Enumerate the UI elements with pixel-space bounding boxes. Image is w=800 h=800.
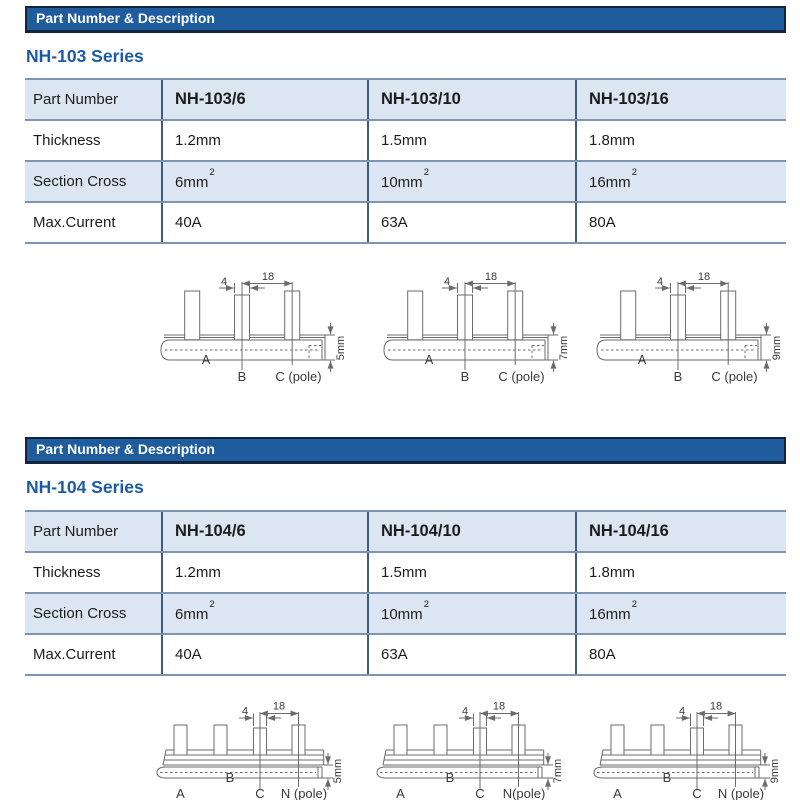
spec-cell-value: NH-104/16	[589, 522, 669, 540]
spec-row-label: Thickness	[25, 552, 162, 593]
spec-cell	[576, 552, 786, 593]
svg-text:C: C	[255, 786, 265, 800]
spec-row	[25, 593, 786, 634]
svg-text:A: A	[176, 786, 185, 800]
spec-cell-value: 16mm	[589, 173, 631, 191]
spec-row	[25, 161, 786, 202]
spec-cell	[576, 593, 786, 634]
diagram-labels	[425, 271, 570, 384]
svg-text:18: 18	[272, 700, 286, 713]
spec-row-label: Section Cross	[25, 593, 162, 634]
svg-text:B: B	[460, 369, 470, 384]
spec-cell	[162, 120, 368, 161]
svg-text:4: 4	[443, 276, 451, 288]
svg-text:4: 4	[220, 276, 228, 288]
spec-cell	[576, 79, 786, 120]
svg-text:18: 18	[697, 271, 711, 283]
spec-cell-value: 80A	[589, 214, 616, 231]
busbar-diagram	[381, 266, 591, 392]
svg-text:N(pole): N(pole)	[502, 786, 546, 800]
svg-text:A: A	[637, 353, 647, 367]
spec-cell	[368, 161, 576, 202]
spec-cell	[368, 511, 576, 552]
svg-text:9mm: 9mm	[771, 335, 783, 361]
spec-cell-value: 63A	[381, 214, 408, 231]
spec-cell	[576, 161, 786, 202]
spec-cell-value: 80A	[589, 646, 616, 663]
spec-row	[25, 511, 786, 552]
superscript: 2	[631, 166, 637, 178]
spec-cell-value: 1.5mm	[381, 564, 427, 581]
spec-row	[25, 552, 786, 593]
section-banner	[25, 6, 786, 33]
diagram-labels	[638, 271, 783, 384]
svg-text:A: A	[396, 786, 405, 800]
spec-cell-value: 16mm	[589, 605, 631, 623]
spec-table	[25, 78, 786, 244]
superscript: 2	[423, 166, 429, 178]
spec-cell	[576, 634, 786, 675]
svg-text:C (pole): C (pole)	[498, 369, 545, 384]
svg-text:4: 4	[656, 276, 664, 288]
svg-text:A: A	[424, 353, 434, 367]
spec-cell	[368, 79, 576, 120]
spec-row-label: Part Number	[25, 79, 162, 120]
superscript: 2	[209, 166, 215, 178]
svg-text:18: 18	[709, 700, 723, 713]
superscript: 2	[209, 598, 215, 610]
section-banner	[25, 437, 786, 464]
spec-cell-value: 1.5mm	[381, 132, 427, 149]
spec-cell-value: 10mm	[381, 605, 423, 623]
svg-text:7mm: 7mm	[558, 335, 570, 361]
svg-text:4: 4	[678, 705, 686, 718]
svg-text:7mm: 7mm	[552, 758, 564, 784]
svg-text:18: 18	[484, 271, 498, 283]
spec-row	[25, 202, 786, 243]
spec-cell	[162, 511, 368, 552]
svg-text:C (pole): C (pole)	[711, 369, 758, 384]
banner-title: Part Number & Description	[36, 441, 215, 457]
spec-cell-value: NH-104/10	[381, 522, 461, 540]
svg-text:A: A	[201, 353, 211, 367]
svg-text:C (pole): C (pole)	[275, 369, 322, 384]
spec-cell-value: 1.8mm	[589, 564, 635, 581]
svg-text:4: 4	[241, 705, 249, 718]
spec-table	[25, 510, 786, 676]
spec-row-label: Part Number	[25, 511, 162, 552]
spec-cell-value: NH-103/16	[589, 90, 669, 108]
spec-table-body	[25, 79, 786, 243]
spec-cell	[368, 202, 576, 243]
spec-cell-value: 63A	[381, 646, 408, 663]
spec-cell	[162, 161, 368, 202]
busbar-diagram	[372, 690, 582, 800]
busbar-diagram	[589, 690, 799, 800]
svg-text:18: 18	[492, 700, 506, 713]
svg-text:B: B	[445, 770, 455, 785]
svg-text:B: B	[225, 770, 235, 785]
spec-row-label: Max.Current	[25, 202, 162, 243]
svg-text:C: C	[475, 786, 485, 800]
spec-cell	[368, 552, 576, 593]
svg-text:C: C	[692, 786, 702, 800]
spec-row	[25, 634, 786, 675]
svg-text:5mm: 5mm	[332, 758, 344, 784]
diagram-row	[0, 266, 800, 392]
svg-text:N (pole): N (pole)	[280, 786, 328, 800]
banner-title: Part Number & Description	[36, 10, 215, 26]
spec-cell-value: 6mm	[175, 605, 209, 623]
spec-cell	[162, 202, 368, 243]
svg-text:9mm: 9mm	[769, 758, 781, 784]
spec-cell	[576, 120, 786, 161]
spec-cell-value: 40A	[175, 214, 202, 231]
svg-text:A: A	[613, 786, 622, 800]
spec-cell-value: 1.2mm	[175, 564, 221, 581]
series-title: NH-103 Series	[26, 46, 144, 66]
svg-text:18: 18	[261, 271, 275, 283]
spec-cell	[162, 634, 368, 675]
spec-cell	[368, 634, 576, 675]
spec-cell-value: 10mm	[381, 173, 423, 191]
spec-cell-value: 40A	[175, 646, 202, 663]
diagram-labels	[202, 271, 347, 384]
spec-row-label: Max.Current	[25, 634, 162, 675]
spec-row	[25, 79, 786, 120]
busbar-diagram	[158, 266, 368, 392]
svg-text:B: B	[662, 770, 672, 785]
spec-cell	[162, 79, 368, 120]
spec-cell-value: 1.2mm	[175, 132, 221, 149]
spec-cell	[576, 202, 786, 243]
spec-cell	[576, 511, 786, 552]
spec-cell-value: NH-103/6	[175, 90, 246, 108]
spec-cell	[162, 593, 368, 634]
spec-cell	[368, 593, 576, 634]
diagram-row	[0, 690, 800, 800]
superscript: 2	[631, 598, 637, 610]
spec-cell	[368, 120, 576, 161]
spec-cell-value: 1.8mm	[589, 132, 635, 149]
svg-text:N (pole): N (pole)	[717, 786, 765, 800]
spec-row-label: Thickness	[25, 120, 162, 161]
svg-text:B: B	[237, 369, 247, 384]
superscript: 2	[423, 598, 429, 610]
spec-cell-value: 6mm	[175, 173, 209, 191]
svg-text:5mm: 5mm	[335, 335, 347, 361]
spec-cell-value: NH-104/6	[175, 522, 246, 540]
svg-text:B: B	[673, 369, 683, 384]
series-title: NH-104 Series	[26, 477, 144, 497]
spec-table-body	[25, 511, 786, 675]
spec-row-label: Section Cross	[25, 161, 162, 202]
spec-cell-value: NH-103/10	[381, 90, 461, 108]
busbar-diagram	[594, 266, 800, 392]
busbar-diagram	[152, 690, 362, 800]
spec-cell	[162, 552, 368, 593]
svg-text:4: 4	[461, 705, 469, 718]
spec-row	[25, 120, 786, 161]
